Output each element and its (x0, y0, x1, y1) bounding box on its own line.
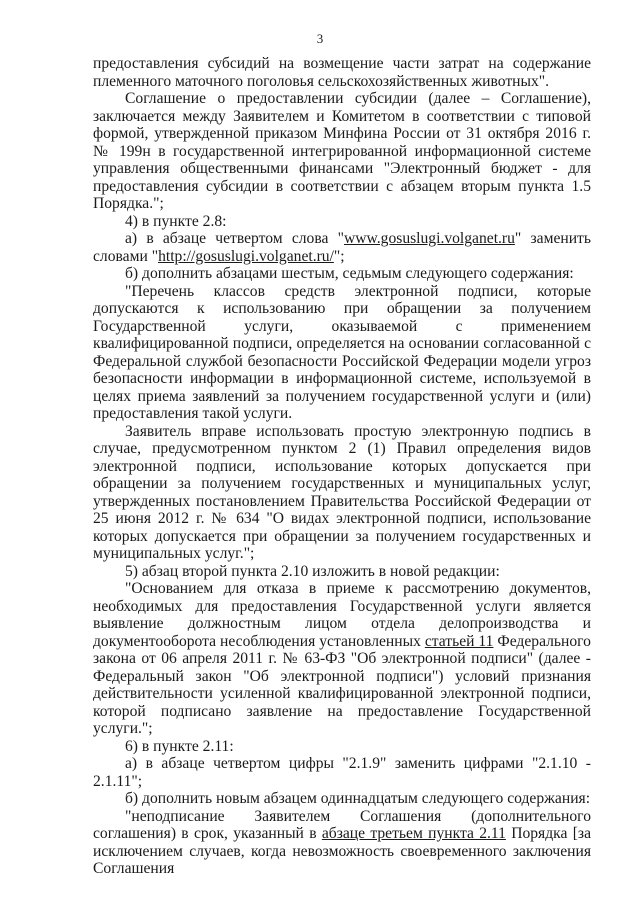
paragraph (93, 808, 591, 878)
text-run: Порядка [за исключением случаев, когда невозможность своевременного заключения Соглашения (93, 825, 591, 877)
paragraph: а) в абзаце четвертом цифры "2.1.9" заменить цифрами "2.1.10 - 2.1.11"; (93, 755, 591, 790)
paragraph: б) дополнить абзацами шестым, седьмым следующего содержания: (125, 265, 574, 282)
page-number: 3 (316, 31, 324, 46)
paragraph: Заявитель вправе использовать простую электронную подпись в случае, предусмотренном пунктом 2 (1) Правил определения видов электронной подписи, использование которых допускается при обращении за получением государственных и муниципальных услуг, утвержденных постановлением Правительства Российской Федерации от 25 июня 2012 г. № 634 "О видах электронной подписи, использование которых допускается при обращении за получением государственных и муниципальных услуг."; (93, 422, 591, 562)
paragraph: 4) в пункте 2.8: (125, 212, 227, 230)
paragraph: 6) в пункте 2.11: (125, 737, 234, 755)
link-article-11[interactable]: статьей 11 (424, 632, 494, 650)
paragraph: 5) абзац второй пункта 2.10 изложить в новой редакции: (125, 562, 500, 580)
paragraph: Соглашение о предоставлении субсидии (далее – Соглашение), заключается между Заявителем и Комитетом в соответствии с типовой формой, утвержденной приказом Минфина России от 31 октября 2016 г. № 199н в государственной интегрированной информационной системе управления общественными финансами "Электронный бюджет - для предоставления субсидии в соответствии с абзацем вторым пункта 1.5 Порядка."; (93, 90, 591, 212)
paragraph (93, 580, 591, 738)
paragraph: "Перечень классов средств электронной подписи, которые допускаются к использованию при обращении за получением Государственной услуги, оказываемой с применением квалифицированной подписи, определяется на основании согласованной с Федеральной службой безопасности Российской Федерации модели угроз безопасности информации в информационной системе, используемой в целях приема заявлений за получением государственной услуги и (или) предоставления такой услуги. (93, 282, 591, 422)
link-gosuslugi-new[interactable]: http://gosuslugi.volganet.ru/ (158, 247, 334, 265)
paragraph: предоставления субсидий на возмещение части затрат на содержание племенного маточного поголовья сельскохозяйственных животных". (93, 55, 591, 90)
text-run: " заменить словами " (93, 230, 591, 265)
paragraph: б) дополнить новым абзацем одиннадцатым следующего содержания: (125, 790, 591, 807)
text-run: Федерального закона от 06 апреля 2011 г. № 63-ФЗ "Об электронной подписи" (далее - Федеральный закон "Об электронной подписи") условий признания действительности усиленной квалифицированной электронной подписи, которой подписано заявление на предоставление Государственной услуги."; (93, 632, 591, 737)
link-gosuslugi-old[interactable]: www.gosuslugi.volganet.ru (343, 230, 515, 247)
text-run: "неподписание Заявителем Соглашения (дополнительного соглашения) в срок, указанный в (93, 807, 591, 842)
text-run: а) в абзаце четвертом слова " (125, 230, 344, 247)
document-body (93, 55, 591, 878)
text-run: "; (333, 247, 345, 265)
link-paragraph-2-11[interactable]: абзаце третьем пункта 2.11 (321, 825, 506, 842)
text-run: "Основанием для отказа в приеме к рассмотрению документов, необходимых для предоставления Государственной услуги является выявление должностным лицом отдела делопроизводства и документооборота несоблюдения установленных (93, 580, 591, 650)
paragraph (93, 230, 591, 265)
